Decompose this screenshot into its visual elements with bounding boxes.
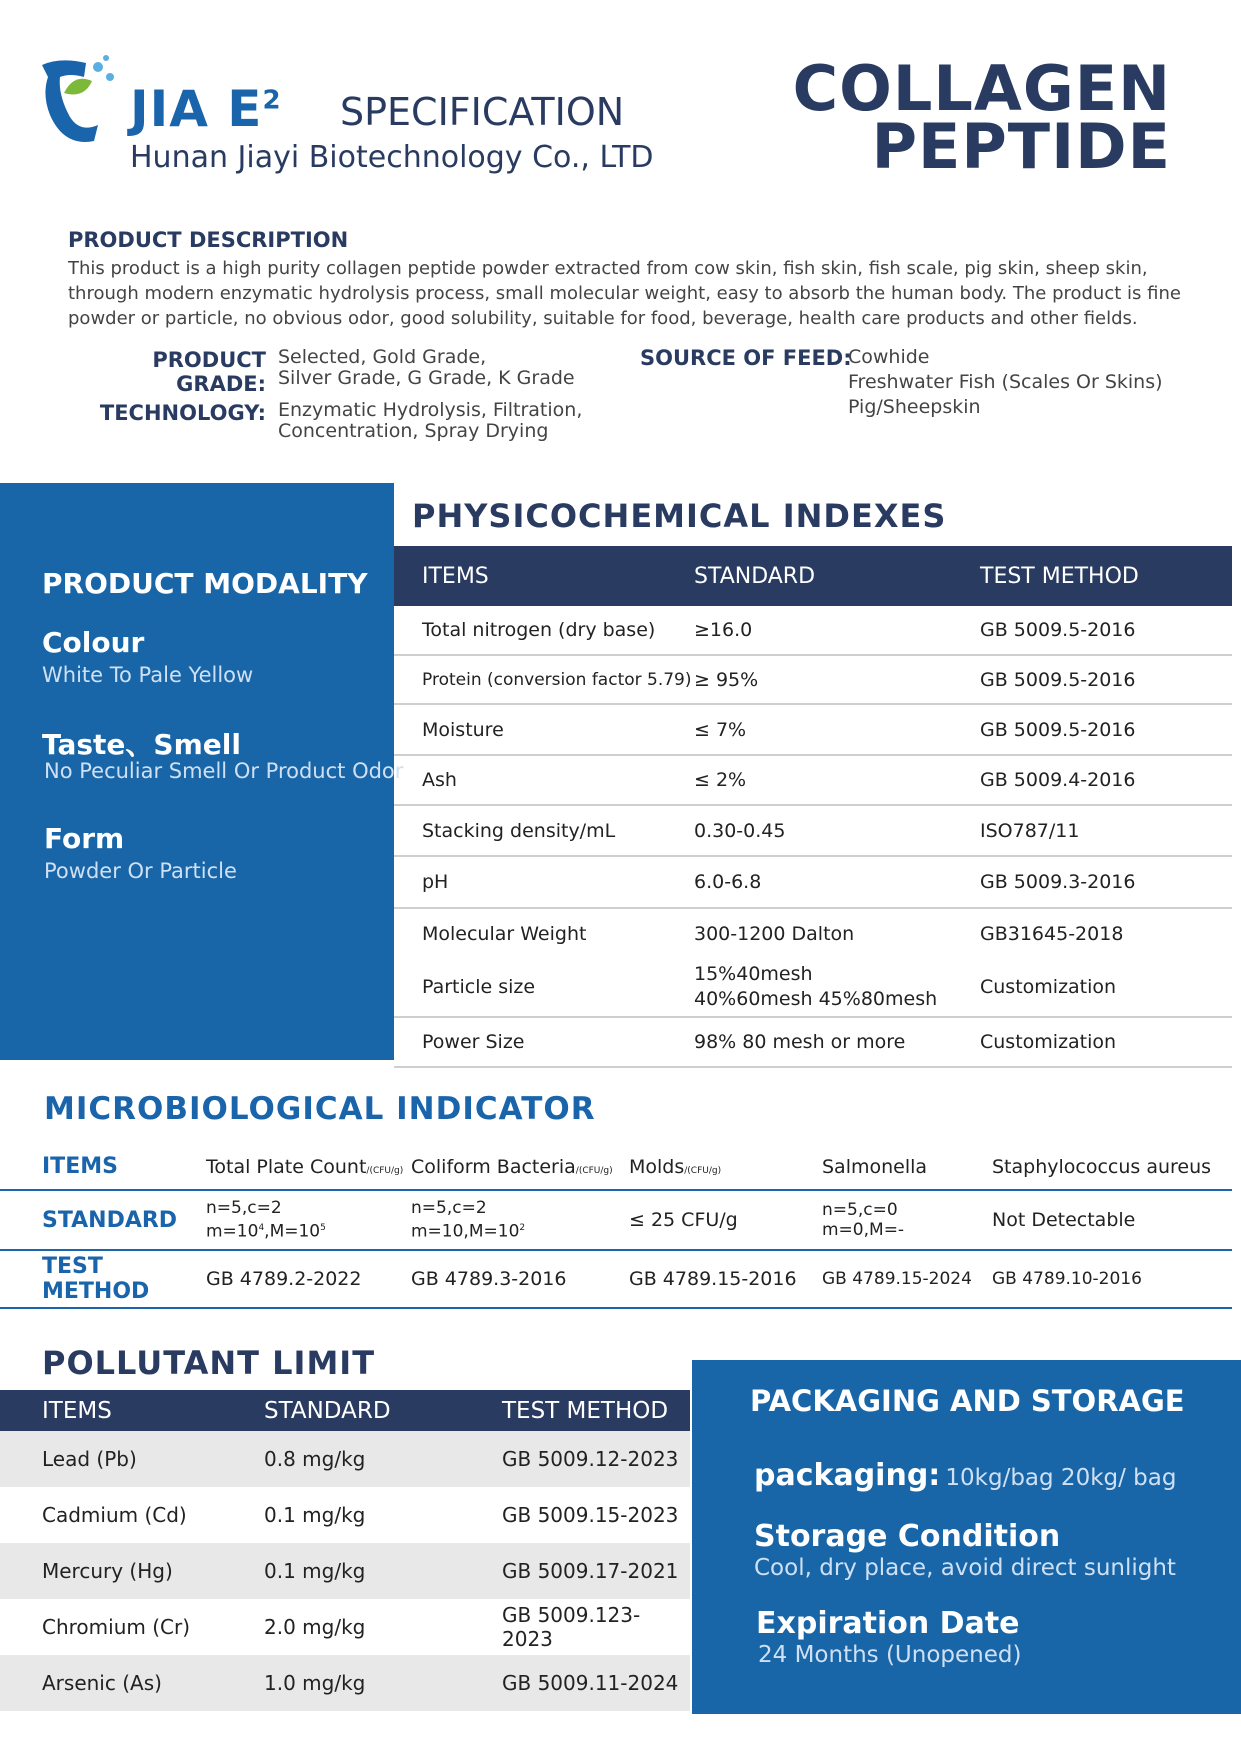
description-text: This product is a high purity collagen peptide powder extracted from cow skin, fish skin, fish scale, pig skin, sheep skin, through modern enzymatic hydrolysis process, small molecular weight, easy to absorb the human body. The product is fine powder or particle, no obvious odor, good solubility, suitable for food, beverage, health care products and other fields.: [68, 258, 1181, 329]
storage-value: Cool, dry place, avoid direct sunlight: [754, 1555, 1176, 1581]
packaging-label: packaging:: [754, 1458, 941, 1493]
expiry-value: 24 Months (Unopened): [758, 1642, 1022, 1668]
cell-standard: ≤ 7%: [694, 704, 980, 755]
cell-method: GB 5009.5-2016: [980, 704, 1232, 755]
packaging-title: PACKAGING AND STORAGE: [750, 1384, 1185, 1418]
col-header-items: ITEMS: [0, 1390, 264, 1431]
modality-title: PRODUCT MODALITY: [42, 567, 368, 600]
micro-standard-cell: [822, 1190, 992, 1250]
micro-standard-cell: [206, 1190, 411, 1250]
cell-standard: ≥16.0: [694, 606, 980, 655]
micro-standard-line: n=5,c=2: [411, 1198, 487, 1219]
cell-method: GB 5009.123-2023: [502, 1603, 641, 1651]
taste-label: Taste、Smell: [42, 728, 241, 761]
micro-col-name: Salmonella: [822, 1144, 992, 1190]
company-name: Hunan Jiayi Biotechnology Co., LTD: [130, 140, 654, 175]
packaging-value: 10kg/bag 20kg/ bag: [945, 1465, 1177, 1491]
description-heading: PRODUCT DESCRIPTION: [68, 228, 349, 252]
packaging-row: [754, 1458, 1176, 1493]
micro-standard-line: $m=10,M=10^2$: [411, 1221, 526, 1242]
cell-item: Molecular Weight: [422, 922, 587, 945]
grade-value-line: Selected, Gold Grade,: [278, 346, 487, 368]
cell-standard-line: 15%40mesh: [694, 963, 813, 985]
product-title: [792, 52, 1171, 183]
storage-label: Storage Condition: [754, 1519, 1061, 1554]
micro-col-name: Coliform Bacteria/(CFU/g): [411, 1144, 629, 1190]
feed-value-line: Freshwater Fish (Scales Or Skins): [848, 371, 1163, 393]
cell-standard: 2.0 mg/kg: [264, 1615, 366, 1639]
cell-item: Moisture: [394, 704, 694, 755]
cell-method: GB 5009.3-2016: [980, 856, 1232, 908]
micro-standard-line: n=5,c=2: [206, 1198, 282, 1219]
grade-value-line: Silver Grade, G Grade, K Grade: [278, 367, 575, 389]
row-header-standard: STANDARD: [0, 1190, 206, 1250]
table-row: [394, 1017, 1232, 1067]
table-header-row: [0, 1390, 690, 1431]
row-header-method: TEST METHOD: [0, 1250, 206, 1308]
microbiological-table: [0, 1144, 1232, 1309]
micro-method-cell: GB 4789.15-2016: [629, 1250, 822, 1308]
cell-method: GB 5009.15-2023: [502, 1503, 679, 1527]
cell-item: pH: [394, 856, 694, 908]
cell-standard: 0.1 mg/kg: [264, 1543, 502, 1599]
micro-method-cell: GB 4789.3-2016: [411, 1250, 629, 1308]
table-header-row: [394, 546, 1232, 606]
table-row: [0, 1655, 690, 1711]
feed-value-line: Cowhide: [848, 346, 930, 368]
table-row: [0, 1543, 690, 1599]
col-header-standard: STANDARD: [694, 546, 980, 606]
company-logo-icon: [40, 55, 120, 145]
feed-value-line: Pig/Sheepskin: [848, 396, 981, 418]
cell-standard: 300-1200 Dalton: [694, 922, 855, 945]
technology-value-line: Concentration, Spray Drying: [278, 420, 549, 442]
form-label: Form: [44, 822, 125, 855]
pollutant-table: [0, 1390, 690, 1711]
colour-value: White To Pale Yellow: [42, 663, 254, 687]
form-value: Powder Or Particle: [44, 859, 237, 883]
micro-method-cell: GB 4789.15-2024: [822, 1250, 992, 1308]
cell-method: GB 5009.4-2016: [980, 755, 1232, 805]
table-row: [394, 704, 1232, 755]
col-header-method: TEST METHOD: [502, 1390, 690, 1431]
cell-method: GB 5009.5-2016: [980, 655, 1232, 704]
cell-item: Cadmium (Cd): [42, 1503, 187, 1527]
table-row: [394, 606, 1232, 655]
colour-label: Colour: [42, 626, 145, 659]
col-header-items: ITEMS: [394, 546, 694, 606]
cell-method: GB 5009.5-2016: [980, 606, 1232, 655]
micro-standard-cell: ≤ 25 CFU/g: [629, 1190, 822, 1250]
expiry-label: Expiration Date: [756, 1606, 1020, 1641]
micro-items-row: [0, 1144, 1232, 1190]
micro-standard-line: m=0,M=-: [822, 1220, 905, 1240]
table-row: [0, 1487, 690, 1543]
spec-label: SPECIFICATION: [340, 90, 625, 134]
col-header-standard: STANDARD: [264, 1390, 502, 1431]
micro-standard-line: $m=10^4,M=10^5$: [206, 1221, 326, 1242]
cell-standard: 1.0 mg/kg: [264, 1655, 502, 1711]
technology-value-line: Enzymatic Hydrolysis, Filtration,: [278, 399, 583, 421]
cell-item: Particle size: [394, 958, 694, 1017]
cell-standard: 0.8 mg/kg: [264, 1431, 502, 1487]
cell-standard: ≥ 95%: [694, 655, 980, 704]
table-row: [0, 1431, 690, 1487]
physicochemical-title: PHYSICOCHEMICAL INDEXES: [412, 497, 947, 535]
product-title-line2: PEPTIDE: [871, 110, 1171, 183]
taste-value: No Peculiar Smell Or Product Odor: [44, 759, 404, 783]
col-header-method: TEST METHOD: [980, 546, 1232, 606]
product-title-line1: COLLAGEN: [792, 52, 1171, 125]
grade-value: [278, 347, 575, 389]
pollutant-title: POLLUTANT LIMIT: [42, 1344, 376, 1382]
cell-standard: ≤ 2%: [694, 755, 980, 805]
brand-name: JIA $E^2$: [130, 80, 282, 138]
micro-standard-line: n=5,c=0: [822, 1200, 898, 1220]
table-row: [394, 755, 1232, 805]
cell-standard-line: 40%60mesh 45%80mesh: [694, 988, 938, 1010]
micro-col-name: Total Plate Count/(CFU/g): [206, 1144, 411, 1190]
micro-method-cell: GB 4789.2-2022: [206, 1250, 411, 1308]
table-row: [394, 908, 1232, 958]
cell-standard: 98% 80 mesh or more: [694, 1017, 980, 1067]
cell-method: ISO787/11: [980, 805, 1232, 856]
cell-item: Power Size: [394, 1017, 694, 1067]
cell-standard: 0.30-0.45: [694, 805, 980, 856]
cell-method: GB 5009.11-2024: [502, 1655, 690, 1711]
technology-label: TECHNOLOGY:: [99, 401, 266, 425]
cell-item: Mercury (Hg): [0, 1543, 264, 1599]
technology-value: [278, 400, 582, 442]
cell-method: GB 5009.17-2021: [502, 1543, 690, 1599]
table-row: [394, 856, 1232, 908]
microbiological-title: MICROBIOLOGICAL INDICATOR: [44, 1091, 596, 1127]
row-header-items: ITEMS: [0, 1144, 206, 1190]
table-row: [394, 805, 1232, 856]
micro-standard-cell: Not Detectable: [992, 1190, 1232, 1250]
table-row: [394, 958, 1232, 1017]
table-row: [394, 655, 1232, 704]
micro-method-cell: GB 4789.10-2016: [992, 1250, 1232, 1308]
micro-standard-row: [0, 1190, 1232, 1250]
cell-item: Total nitrogen (dry base): [394, 606, 694, 655]
micro-standard-cell: [411, 1190, 629, 1250]
cell-item: Ash: [394, 755, 694, 805]
cell-item: Chromium (Cr): [42, 1615, 191, 1639]
cell-item: Protein (conversion factor 5.79): [394, 655, 694, 704]
cell-item: Arsenic (As): [0, 1655, 264, 1711]
micro-method-row: [0, 1250, 1232, 1308]
cell-item: Stacking density/mL: [394, 805, 694, 856]
cell-standard: 0.1 mg/kg: [264, 1503, 366, 1527]
cell-method: GB 5009.12-2023: [502, 1431, 690, 1487]
cell-method: Customization: [980, 1017, 1232, 1067]
grade-label: PRODUCT GRADE:: [152, 348, 266, 396]
cell-standard: 6.0-6.8: [694, 856, 980, 908]
cell-method: Customization: [980, 958, 1232, 1017]
cell-item: Lead (Pb): [0, 1431, 264, 1487]
micro-col-name: Molds/(CFU/g): [629, 1144, 822, 1190]
feed-label: SOURCE OF FEED:: [640, 346, 852, 370]
cell-standard: [694, 958, 980, 1017]
feed-value: [848, 345, 1163, 420]
table-row: [0, 1599, 690, 1655]
cell-method: GB31645-2018: [980, 922, 1124, 945]
micro-col-name: Staphylococcus aureus: [992, 1144, 1232, 1190]
physicochemical-table: [394, 546, 1232, 1068]
